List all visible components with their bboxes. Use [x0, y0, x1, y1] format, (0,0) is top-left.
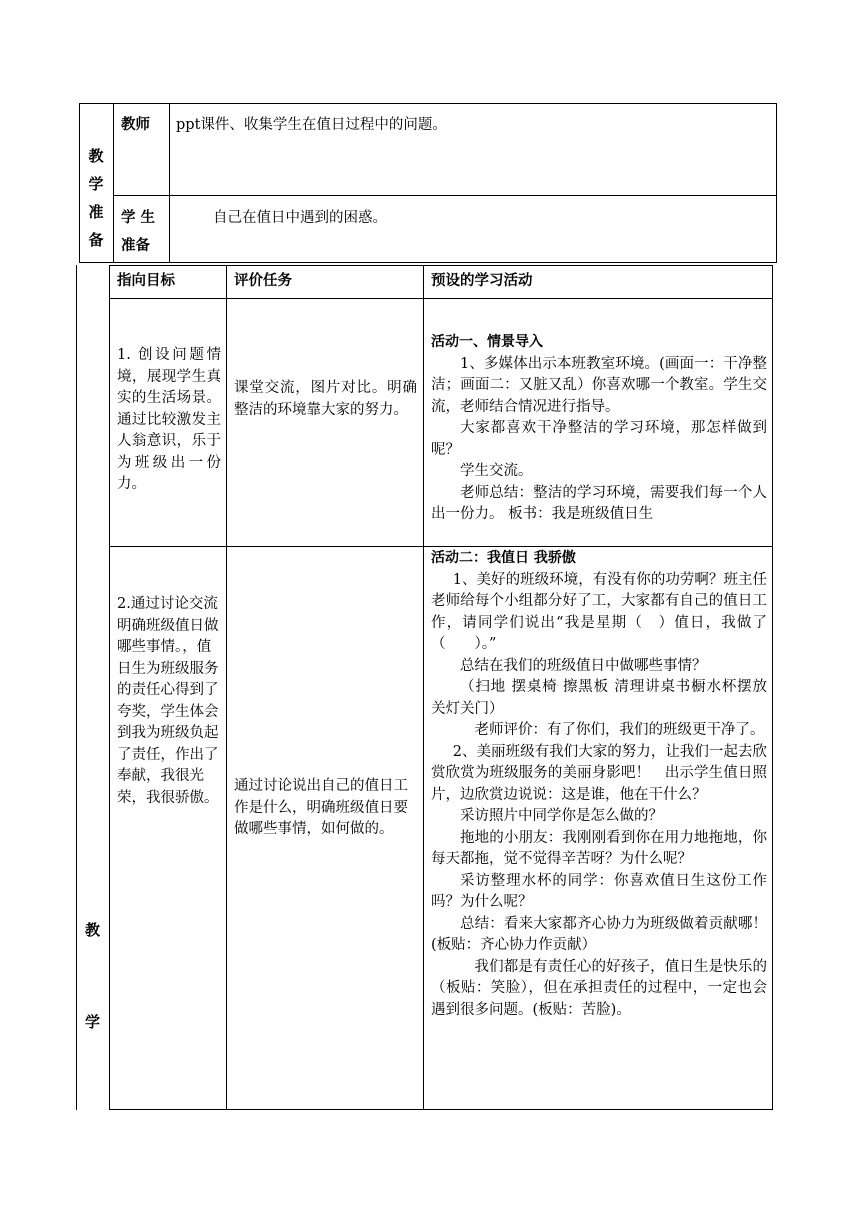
row2-activity-para: 总结在我们的班级值日中做哪些事情？ — [460, 657, 707, 674]
rule — [226, 265, 227, 1110]
rule — [79, 103, 80, 263]
rule — [79, 103, 777, 104]
row1-activity-para: 学生交流。 — [460, 463, 533, 479]
row2-goal: 2.通过讨论交流明确班级值日做哪些事情。，值日生为班级服务的责任心得到了夸奖，学生体会到我为班级负起了责任，作出了奉献，我很光荣，我很骄傲。 — [117, 596, 219, 806]
row1-activity-title: 活动一、情景导入 — [431, 334, 543, 350]
header-task: 评价任务 — [234, 273, 292, 289]
rule — [76, 265, 77, 1110]
process-side-label: 教 — [85, 921, 101, 939]
rule — [109, 265, 110, 1110]
rule — [113, 195, 777, 196]
row2-task: 通过讨论说出自己的值日工作是什么，明确班级值日要做哪些事情，如何做的。 — [234, 778, 408, 837]
row1-activity-para: 大家都喜欢干净整洁的学习环境，那怎样做到呢？ — [431, 420, 767, 458]
row1-activity-para: 老师总结：整洁的学习环境，需要我们每一个人出一份力。 板书：我是班级值日生 — [431, 484, 767, 522]
row2-activity-title: 活动二：我值日 我骄傲 — [431, 550, 576, 566]
rule — [109, 1109, 773, 1110]
row2-activity-para: 拖地的小朋友：我刚刚看到你在用力地拖地，你每天都拖，觉不觉得辛苦呀？为什么呢？ — [431, 829, 767, 867]
student-label-2: 准备 — [121, 238, 150, 254]
teacher-label: 教师 — [121, 117, 150, 133]
row2-activity-para: 采访整理水杯的同学：你喜欢值日生这份工作吗？为什么呢？ — [431, 872, 767, 910]
rule — [109, 265, 773, 266]
rule — [169, 103, 170, 263]
rule — [79, 262, 777, 263]
row2-activity-para: 2、美丽班级有我们大家的努力，让我们一起去欣赏欣赏为班级服务的美丽身影吧！ 出示学生值日照片，边欣赏边说说：这是谁，他在干什么？ — [431, 743, 767, 803]
row2-activity-para: 老师评价：有了你们，我们的班级更干净了。 — [474, 722, 765, 738]
process-side-label-2: 学 — [85, 1013, 101, 1031]
row1-activity-para: 1、多媒体出示本班教室环境。(画面一：干净整洁；画面二：又脏又乱）你喜欢哪一个教室。学生交流，老师结合情况进行指导。 — [431, 355, 767, 415]
row2-activity-para: 采访照片中同学你是怎么做的？ — [460, 808, 663, 824]
rule — [109, 546, 773, 547]
row2-activity — [431, 548, 767, 1021]
row2-activity-para: 总结：看来大家都齐心协力为班级做着贡献哪！(板贴：齐心协力作贡献） — [431, 915, 767, 953]
student-content: 自己在值日中遇到的困惑。 — [213, 210, 387, 226]
rule — [423, 265, 424, 1110]
prep-side-label: 教 学 准 备 — [88, 147, 104, 249]
rule — [113, 103, 114, 263]
rule — [109, 298, 773, 299]
rule — [776, 103, 777, 263]
row2-activity-para: （扫地 摆桌椅 擦黑板 清理讲桌书橱水杯摆放 关灯关门） — [431, 679, 767, 717]
row2-activity-para: 我们都是有责任心的好孩子，值日生是快乐的（板贴：笑脸），但在承担责任的过程中，一定也会遇到很多问题。(板贴：苦脸)。 — [431, 958, 767, 1018]
rule — [772, 265, 773, 1110]
row2-activity-para: 1、美好的班级环境，有没有你的功劳啊？班主任老师给每个小组都分好了工，大家都有自己的值日工作，请同学们说出“我是星期（ ）值日，我做了（ ）。” — [431, 571, 767, 652]
header-activity: 预设的学习活动 — [431, 273, 533, 289]
row1-activity — [431, 332, 767, 526]
row1-goal: 1. 创设问题情境，展现学生真实的生活场景。通过比较激发主人翁意识，乐于为班级出一份力。 — [117, 347, 221, 492]
student-label: 学 生 — [121, 210, 156, 226]
header-goal: 指向目标 — [117, 273, 175, 289]
row1-task: 课堂交流，图片对比。明确整洁的环境靠大家的努力。 — [234, 380, 417, 418]
teacher-content: ppt课件、收集学生在值日过程中的问题。 — [176, 117, 447, 133]
